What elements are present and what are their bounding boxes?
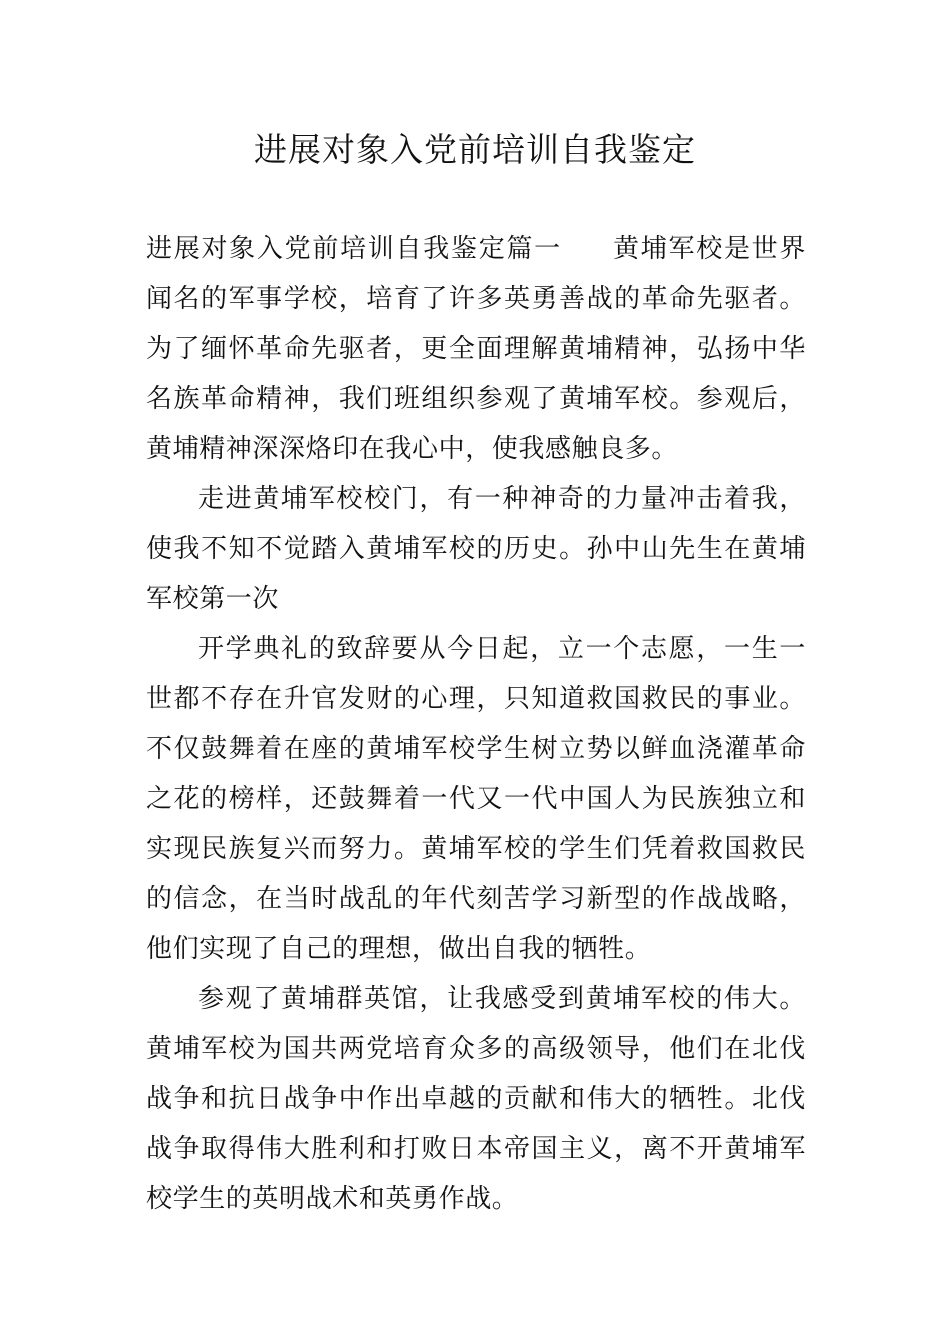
paragraph-1 <box>146 224 806 474</box>
document-title: 进展对象入党前培训自我鉴定 <box>254 130 696 169</box>
document-body <box>146 224 806 1224</box>
paragraph-1-text: 黄埔军校是世界闻名的军事学校，培育了许多英勇善战的革命先驱者。为了缅怀革命先驱者，更全面理解黄埔精神，弘扬中华名族革命精神，我们班组织参观了黄埔军校。参观后，黄埔精神深深烙印在我心中，使我感触良多。 <box>146 234 806 464</box>
paragraph-3: 开学典礼的致辞要从今日起，立一个志愿，一生一世都不存在升官发财的心理，只知道救国救民的事业。不仅鼓舞着在座的黄埔军校学生树立势以鲜血浇灌革命之花的榜样，还鼓舞着一代又一代中国人为民族独立和实现民族复兴而努力。黄埔军校的学生们凭着救国救民的信念，在当时战乱的年代刻苦学习新型的作战战略，他们实现了自己的理想，做出自我的牺牲。 <box>146 634 806 964</box>
paragraph-2: 走进黄埔军校校门，有一种神奇的力量冲击着我，使我不知不觉踏入黄埔军校的历史。孙中山先生在黄埔军校第一次 <box>146 484 806 614</box>
section-heading: 进展对象入党前培训自我鉴定篇一 <box>146 234 562 264</box>
paragraph-4: 参观了黄埔群英馆，让我感受到黄埔军校的伟大。黄埔军校为国共两党培育众多的高级领导，他们在北伐战争和抗日战争中作出卓越的贡献和伟大的牺牲。北伐战争取得伟大胜利和打败日本帝国主义，离不开黄埔军校学生的英明战术和英勇作战。 <box>146 984 806 1214</box>
